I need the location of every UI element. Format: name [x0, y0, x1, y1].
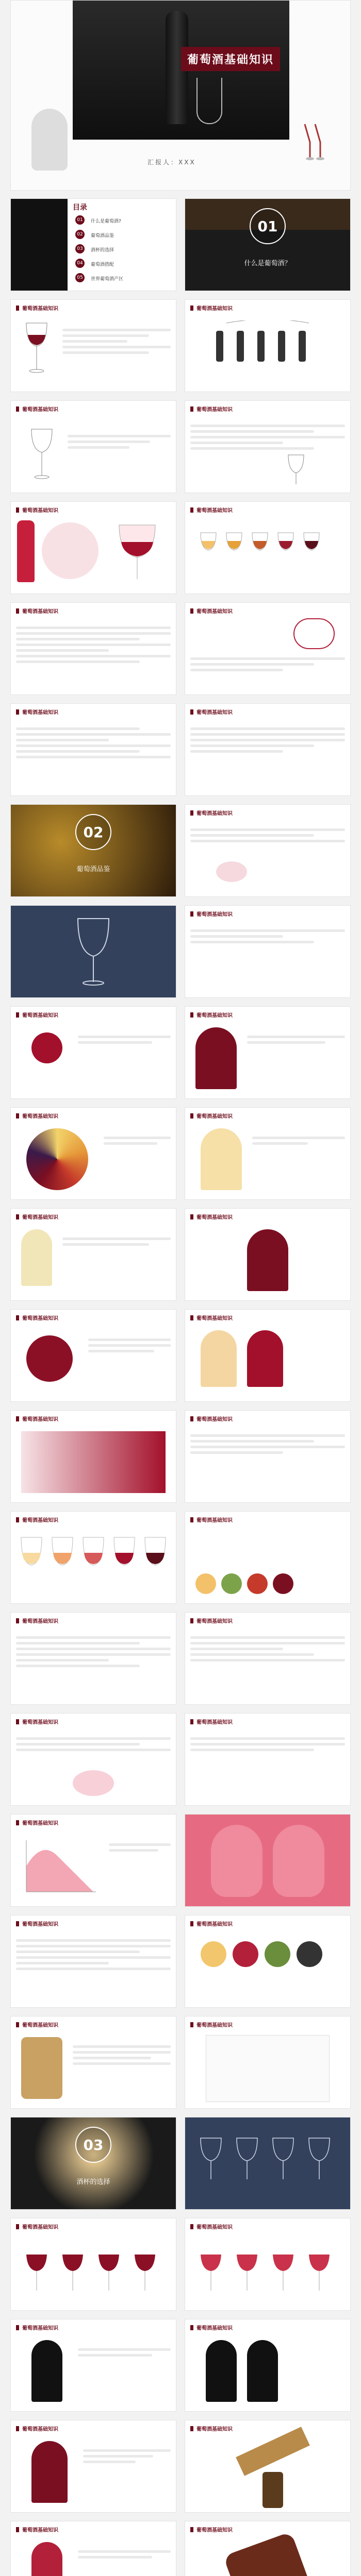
red-glass-icon	[114, 522, 160, 584]
section-number: 01	[250, 208, 286, 244]
slide-title: 葡萄酒基础知识	[190, 1314, 233, 1321]
aroma-wheel-icon	[26, 1128, 88, 1190]
pouring-bottle-icon	[223, 2532, 313, 2576]
slide-title: 葡萄酒基础知识	[16, 304, 58, 312]
content-slide	[185, 1309, 351, 1402]
section-number: 02	[75, 814, 111, 850]
section-slide-02	[10, 804, 176, 897]
glass-series-icon	[195, 2239, 340, 2301]
text-block	[68, 432, 171, 452]
slide-title: 葡萄酒基础知识	[190, 506, 233, 514]
content-slide	[185, 299, 351, 392]
glass-progression-icon	[16, 1532, 171, 1594]
slide-title: 葡萄酒基础知识	[190, 607, 233, 615]
slide-title: 葡萄酒基础知识	[16, 2021, 58, 2028]
content-slide	[185, 1410, 351, 1503]
content-slide	[185, 2420, 351, 2513]
slide-title: 葡萄酒基础知识	[190, 304, 233, 312]
content-slide	[185, 2319, 351, 2412]
content-slide	[10, 2016, 176, 2109]
text-block	[88, 1335, 171, 1355]
slide-title: 葡萄酒基础知识	[190, 2223, 233, 2230]
cover-subtitle: 汇报人：XXX	[147, 159, 196, 166]
wine-bottles-icon	[206, 320, 330, 367]
text-block	[16, 724, 171, 761]
red-glass-icon	[247, 1229, 288, 1291]
content-slide	[185, 2521, 351, 2576]
toc-item[interactable]: 世界葡萄酒产区	[91, 277, 124, 282]
white-glass-icon	[201, 1128, 242, 1190]
wine-glass-icon	[21, 320, 52, 377]
content-slide	[185, 2218, 351, 2311]
content-slide	[10, 2218, 176, 2311]
tongue-diagram-right	[273, 1825, 324, 1897]
content-slide	[185, 1612, 351, 1705]
dark-glass-icon	[31, 2340, 62, 2402]
color-wheel-icon	[42, 522, 99, 579]
swatch-row	[195, 1532, 340, 1594]
section-label: 什么是葡萄酒？	[244, 259, 291, 267]
toc-item[interactable]: 葡萄酒搭配	[91, 262, 114, 267]
slide-title: 葡萄酒基础知识	[16, 2324, 58, 2331]
glasses-icon	[300, 122, 331, 163]
slide-title: 葡萄酒基础知识	[16, 1213, 58, 1221]
dark-glass-icon	[247, 2340, 278, 2402]
text-block	[190, 825, 345, 845]
text-block	[104, 1133, 171, 1148]
section-label: 葡萄酒品鉴	[76, 865, 110, 873]
text-block	[78, 1032, 171, 1047]
text-block	[62, 326, 171, 357]
cover-slide	[10, 0, 351, 191]
slide-title: 葡萄酒基础知识	[16, 708, 58, 716]
slide-title: 葡萄酒基础知识	[190, 1617, 233, 1624]
glass-sketch-icon	[273, 452, 319, 488]
toc-title: 目录	[73, 204, 87, 212]
content-slide	[185, 1208, 351, 1301]
content-slide	[10, 1511, 176, 1604]
slide-title: 葡萄酒基础知识	[190, 1112, 233, 1120]
text-block	[16, 1633, 171, 1670]
content-slide	[10, 1915, 176, 2008]
content-slide	[10, 1208, 176, 1301]
logo-badge-icon	[293, 618, 335, 649]
bottle-neck-icon	[262, 2472, 283, 2508]
red-swirl-icon	[216, 861, 247, 882]
slide-title: 葡萄酒基础知识	[190, 708, 233, 716]
slide-title: 葡萄酒基础知识	[16, 1920, 58, 1927]
content-slide	[10, 1713, 176, 1806]
food-icons-row	[201, 1941, 322, 1967]
glass-types-icon	[195, 2133, 340, 2200]
content-slide	[10, 2319, 176, 2412]
vase-decoration	[31, 109, 68, 171]
toc-item[interactable]: 酒杯的选择	[91, 248, 114, 253]
slide-title: 葡萄酒基础知识	[190, 2526, 233, 2533]
slide-title: 葡萄酒基础知识	[190, 2324, 233, 2331]
content-slide	[185, 1107, 351, 1200]
slide-title: 葡萄酒基础知识	[190, 2425, 233, 2432]
slide-title: 葡萄酒基础知识	[190, 809, 233, 817]
content-slide	[185, 400, 351, 493]
slide-title: 葡萄酒基础知识	[16, 1718, 58, 1725]
slide-title: 葡萄酒基础知识	[190, 910, 233, 918]
rose-glass-icon	[201, 1330, 237, 1387]
white-glass-icon	[21, 1229, 52, 1286]
section-slide-01	[185, 198, 351, 291]
content-slide	[10, 1107, 176, 1200]
section-label: 酒杯的选择	[76, 2178, 110, 2186]
navy-slide	[185, 2117, 351, 2210]
red-glass-icon	[247, 1330, 283, 1387]
text-block	[190, 1431, 345, 1457]
content-slide	[185, 1915, 351, 2008]
text-block	[78, 2345, 171, 2360]
slide-title: 葡萄酒基础知识	[16, 2223, 58, 2230]
content-slide	[185, 905, 351, 998]
content-slide	[10, 1006, 176, 1099]
text-block	[16, 1734, 171, 1754]
text-block	[78, 2547, 171, 2562]
slide-title: 葡萄酒基础知识	[16, 1415, 58, 1422]
text-block	[190, 1734, 345, 1754]
slide-title: 葡萄酒基础知识	[16, 1112, 58, 1120]
content-slide	[185, 1006, 351, 1099]
glasses-row-icon	[195, 528, 340, 584]
slide-title: 葡萄酒基础知识	[190, 1213, 233, 1221]
glass-series-icon	[21, 2239, 166, 2301]
navy-slide	[10, 905, 176, 998]
toc-item[interactable]: 葡萄酒品鉴	[91, 233, 114, 239]
wine-top-view-icon	[31, 1032, 62, 1063]
slide-title: 葡萄酒基础知识	[16, 2425, 58, 2432]
dark-glass-icon	[206, 2340, 237, 2402]
slide-title: 葡萄酒基础知识	[190, 1718, 233, 1725]
content-slide	[185, 2016, 351, 2109]
toc-num: 05	[75, 273, 85, 282]
swirl-icon	[73, 1770, 114, 1796]
toc-photo	[11, 199, 68, 291]
wine-top-view-icon	[26, 1335, 73, 1382]
content-slide	[10, 1309, 176, 1402]
slide-title: 葡萄酒基础知识	[16, 1314, 58, 1321]
toc-num: 03	[75, 244, 85, 253]
pink-slide	[185, 1814, 351, 1907]
text-block	[73, 2042, 171, 2068]
red-glass-icon	[195, 1027, 237, 1089]
text-block	[109, 1840, 171, 1855]
toc-num: 01	[75, 215, 85, 225]
content-slide	[10, 299, 176, 392]
content-slide	[185, 703, 351, 796]
slide-title: 葡萄酒基础知识	[16, 1011, 58, 1019]
content-slide	[185, 1511, 351, 1604]
slide-title: 葡萄酒基础知识	[16, 1516, 58, 1523]
glass-outline-icon	[26, 427, 57, 483]
toc-num: 02	[75, 230, 85, 239]
area-chart-graphic	[21, 1835, 99, 1897]
cork-photo	[21, 2037, 62, 2099]
red-glass-icon	[31, 2542, 62, 2576]
slide-title: 葡萄酒基础知识	[16, 1819, 58, 1826]
label-card	[206, 2035, 330, 2102]
corkscrew-icon	[236, 2427, 310, 2476]
content-slide	[185, 804, 351, 897]
slide-title: 葡萄酒基础知识	[16, 405, 58, 413]
content-slide	[185, 501, 351, 594]
content-slide	[185, 602, 351, 695]
text-block	[16, 623, 171, 666]
wine-glass-icon	[196, 78, 222, 124]
section-slide-03	[10, 2117, 176, 2210]
text-block	[252, 1133, 345, 1148]
content-slide	[10, 2420, 176, 2513]
text-block	[62, 1234, 171, 1249]
text-block	[83, 2446, 171, 2466]
content-slide	[10, 1814, 176, 1907]
tongue-diagram-left	[211, 1825, 262, 1897]
content-slide	[10, 501, 176, 594]
content-slide	[10, 1612, 176, 1705]
text-block	[16, 1936, 171, 1973]
text-block	[190, 724, 345, 756]
content-slide	[10, 602, 176, 695]
text-block	[190, 1633, 345, 1665]
slide-title: 葡萄酒基础知识	[16, 506, 58, 514]
glass-outline-icon	[73, 916, 114, 988]
text-block	[247, 1032, 345, 1047]
content-slide	[10, 703, 176, 796]
color-gradient-chart	[21, 1431, 166, 1493]
slide-title: 葡萄酒基础知识	[190, 1920, 233, 1927]
content-slide	[10, 1410, 176, 1503]
cover-title: 葡萄酒基础知识	[181, 47, 280, 71]
text-block	[190, 654, 345, 674]
toc-num: 04	[75, 259, 85, 268]
red-bottle-icon	[17, 520, 35, 582]
content-slide	[10, 2521, 176, 2576]
red-glass-icon	[31, 2441, 68, 2503]
slide-title: 葡萄酒基础知识	[16, 2526, 58, 2533]
slide-title: 葡萄酒基础知识	[190, 1516, 233, 1523]
slide-title: 葡萄酒基础知识	[16, 1617, 58, 1624]
slide-title: 葡萄酒基础知识	[190, 1415, 233, 1422]
slide-title: 葡萄酒基础知识	[16, 607, 58, 615]
content-slide	[10, 400, 176, 493]
toc-slide	[10, 198, 176, 291]
text-block	[190, 421, 345, 453]
slide-title: 葡萄酒基础知识	[190, 1011, 233, 1019]
section-number: 03	[75, 2127, 111, 2163]
text-block	[190, 926, 345, 946]
slide-title: 葡萄酒基础知识	[190, 405, 233, 413]
toc-item[interactable]: 什么是葡萄酒?	[91, 219, 121, 224]
slide-title: 葡萄酒基础知识	[190, 2021, 233, 2028]
content-slide	[185, 1713, 351, 1806]
